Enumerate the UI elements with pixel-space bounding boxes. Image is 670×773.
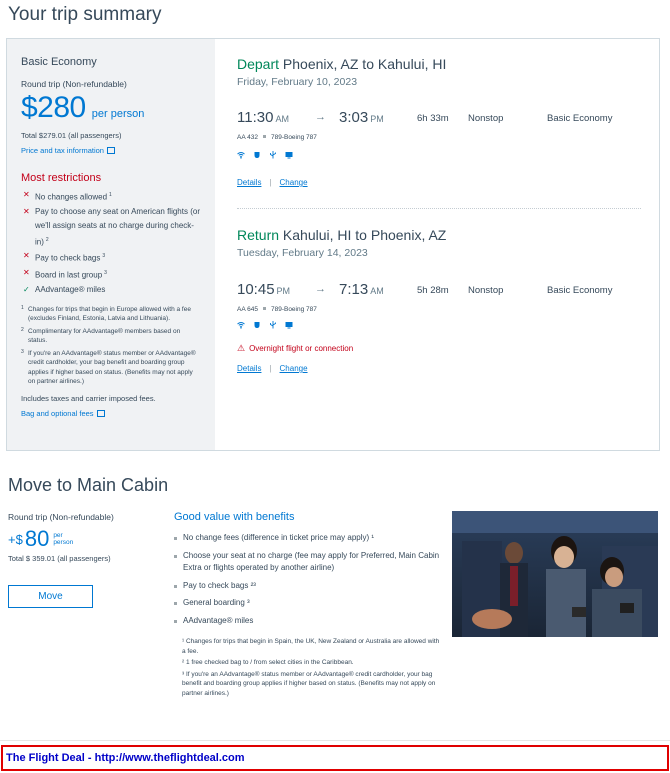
wifi-icon (237, 151, 245, 159)
restriction-text: Board in last group (35, 270, 103, 280)
footnote: ³ If you're an AAdvantage® status member or AAdvantage® credit cardholder, your bag benefit and boarding group applies if higher based on status. (Benefits may not apply on partner airlines.) (182, 670, 436, 697)
route-label: Kahului, HI to Phoenix, AZ (282, 227, 447, 243)
restriction-item (21, 249, 201, 266)
entertainment-icon (285, 321, 293, 329)
duration: 6h 33m (417, 113, 449, 124)
trip-type: Round trip (Non-refundable) (21, 79, 127, 89)
move-button[interactable]: Move (8, 585, 93, 608)
benefit-list (174, 532, 444, 627)
departure-time (237, 109, 289, 126)
x-icon: ✕ (23, 190, 30, 199)
footnote-text: Changes for trips that begin in Europe allowed with a fee (excludes Finland, Estonia, Latvia and Lithuania). (28, 305, 191, 323)
departure-time (237, 281, 290, 298)
arrival-time (339, 281, 384, 298)
restriction-text: Pay to check bags (35, 253, 101, 263)
direction-label: Return (237, 227, 280, 243)
link-separator: | (269, 178, 272, 187)
direction-label: Depart (237, 56, 280, 72)
arrival-ampm: PM (370, 114, 384, 124)
segment-divider (237, 208, 641, 209)
overnight-warning (237, 343, 353, 354)
trip-summary-card (6, 38, 660, 451)
footnote-ref: 3 (104, 269, 107, 276)
footer-banner-text[interactable]: The Flight Deal - http://www.theflightdeal.com (6, 752, 245, 764)
depart-links (237, 178, 308, 187)
footnote: ² 1 free checked bag to / from select cities in the Caribbean. (182, 659, 354, 666)
benefit-item: Pay to check bags ²³ (174, 580, 444, 593)
footnote-number: 2 (21, 326, 24, 333)
flight-info (237, 306, 317, 313)
aircraft-type: 789-Boeing 787 (270, 134, 317, 141)
cabin-class: Basic Economy (547, 285, 613, 296)
restrictions-list (21, 188, 201, 297)
footer-banner (1, 745, 669, 771)
separator-dot (263, 307, 266, 310)
upsell-benefits (174, 511, 444, 700)
return-segment (237, 227, 641, 259)
departure-time-value: 11:30 (237, 109, 274, 126)
per-person-label: per person (91, 108, 145, 120)
segment-date: Tuesday, February 14, 2023 (237, 247, 368, 259)
restriction-text: Pay to choose any seat on American flights (or we'll assign seats at no charge during check-in) (35, 206, 200, 247)
usb-icon (269, 151, 277, 159)
bag-fees-link-label: Bag and optional fees (21, 408, 94, 418)
footnote-number: 1 (21, 304, 24, 311)
good-value-heading: Good value with benefits (174, 511, 295, 523)
footnote: ¹ Changes for trips that begin in Spain, the UK, New Zealand or Australia are allowed with a fee. (182, 638, 440, 655)
footnote-ref: 3 (102, 253, 106, 260)
footnote (21, 327, 201, 346)
external-link-icon (97, 410, 105, 417)
upsell-price-block (8, 512, 158, 563)
upsell-total: Total $ 359.01 (all passengers) (8, 554, 111, 563)
x-icon: ✕ (23, 251, 30, 261)
restriction-item (21, 266, 201, 283)
flight-number: AA 645 (237, 306, 258, 313)
departure-time-value: 10:45 (237, 281, 275, 298)
details-link[interactable]: Details (237, 364, 262, 373)
arrival-time-value: 7:13 (339, 281, 369, 298)
benefit-item: Choose your seat at no charge (fee may apply for Preferred, Main Cabin Extra or flights operated by another airline) (174, 550, 444, 575)
details-link[interactable]: Details (237, 178, 262, 187)
upsell-price (8, 526, 158, 552)
depart-segment (237, 56, 641, 88)
benefit-item: No change fees (difference in ticket price may apply) ¹ (174, 532, 444, 545)
arrival-ampm: AM (370, 286, 384, 296)
overnight-warning-text: Overnight flight or connection (249, 344, 354, 353)
x-icon: ✕ (23, 206, 30, 216)
entertainment-icon (285, 151, 293, 159)
return-links (237, 364, 308, 373)
power-icon (253, 321, 261, 329)
change-link[interactable]: Change (279, 178, 308, 187)
section-divider (0, 740, 670, 741)
restriction-text: No changes allowed (35, 192, 108, 202)
benefit-item: General boarding ³ (174, 597, 444, 610)
aircraft-type: 789-Boeing 787 (270, 306, 317, 313)
price-amount: $280 (21, 91, 86, 124)
flight-info (237, 134, 317, 141)
amenities-row (237, 321, 293, 329)
footnote-ref: 1 (109, 192, 112, 198)
arrival-time (339, 109, 384, 126)
price-row (21, 91, 201, 125)
separator-dot (263, 135, 266, 138)
passengers-photo (452, 511, 658, 637)
footnote (21, 349, 201, 387)
change-link[interactable]: Change (279, 364, 308, 373)
benefit-item: AAdvantage® miles (174, 615, 444, 628)
departure-ampm: PM (276, 286, 291, 296)
segment-date: Friday, February 10, 2023 (237, 76, 358, 88)
amenities-row (237, 151, 293, 159)
power-icon (253, 151, 261, 159)
price-tax-link[interactable] (21, 146, 115, 155)
route-label: Phoenix, AZ to Kahului, HI (282, 56, 447, 72)
footnote (21, 305, 201, 324)
external-link-icon (107, 147, 115, 154)
fare-sidebar (7, 39, 215, 450)
segment-title (237, 227, 641, 243)
usb-icon (269, 321, 277, 329)
upsell-per-person (53, 532, 73, 546)
restrictions-title: Most restrictions (21, 172, 102, 184)
restriction-item (21, 188, 201, 205)
fare-name: Basic Economy (21, 56, 97, 68)
return-times-row (237, 281, 641, 301)
check-icon: ✓ (23, 284, 30, 294)
warning-icon: ⚠ (237, 343, 246, 353)
upsell-trip-type: Round trip (Non-refundable) (8, 512, 114, 522)
duration: 5h 28m (417, 285, 449, 296)
x-icon: ✕ (23, 267, 30, 277)
bag-fees-link[interactable] (21, 409, 105, 418)
segment-title (237, 56, 641, 72)
per-label: per (53, 532, 63, 539)
wifi-icon (237, 321, 245, 329)
person-label: person (53, 539, 74, 546)
arrow-right-icon: → (315, 111, 326, 123)
upsell-amount: 80 (24, 526, 50, 551)
arrival-time-value: 3:03 (339, 109, 369, 126)
stops: Nonstop (468, 285, 504, 296)
depart-times-row (237, 109, 641, 129)
departure-ampm: AM (275, 114, 289, 124)
arrow-right-icon: → (315, 283, 326, 295)
stops: Nonstop (468, 113, 504, 124)
upsell-title: Move to Main Cabin (8, 475, 169, 495)
price-tax-link-label: Price and tax information (21, 146, 104, 155)
total-price: Total $279.01 (all passengers) (21, 131, 122, 140)
footnote-text: If you're an AAdvantage® status member or AAdvantage® credit cardholder, your bag benefit and boarding group applies if higher based on status. (Benefits may not apply on partner airlines.) (28, 349, 196, 386)
page-title: Your trip summary (8, 4, 162, 25)
restriction-text: AAdvantage® miles (35, 284, 106, 294)
footnote-text: Complimentary for AAdvantage® members based on status. (28, 327, 181, 345)
taxes-note: Includes taxes and carrier imposed fees. (21, 393, 156, 403)
flight-number: AA 432 (237, 134, 258, 141)
link-separator: | (269, 364, 272, 373)
upsell-plus-currency: +$ (8, 532, 23, 547)
footnote-number: 3 (21, 348, 24, 355)
restriction-item (21, 283, 201, 297)
restriction-item (21, 205, 201, 250)
upsell-footnotes (174, 637, 444, 698)
footnote-ref: 2 (45, 236, 49, 243)
sidebar-footnotes (21, 305, 201, 387)
cabin-class: Basic Economy (547, 113, 613, 124)
